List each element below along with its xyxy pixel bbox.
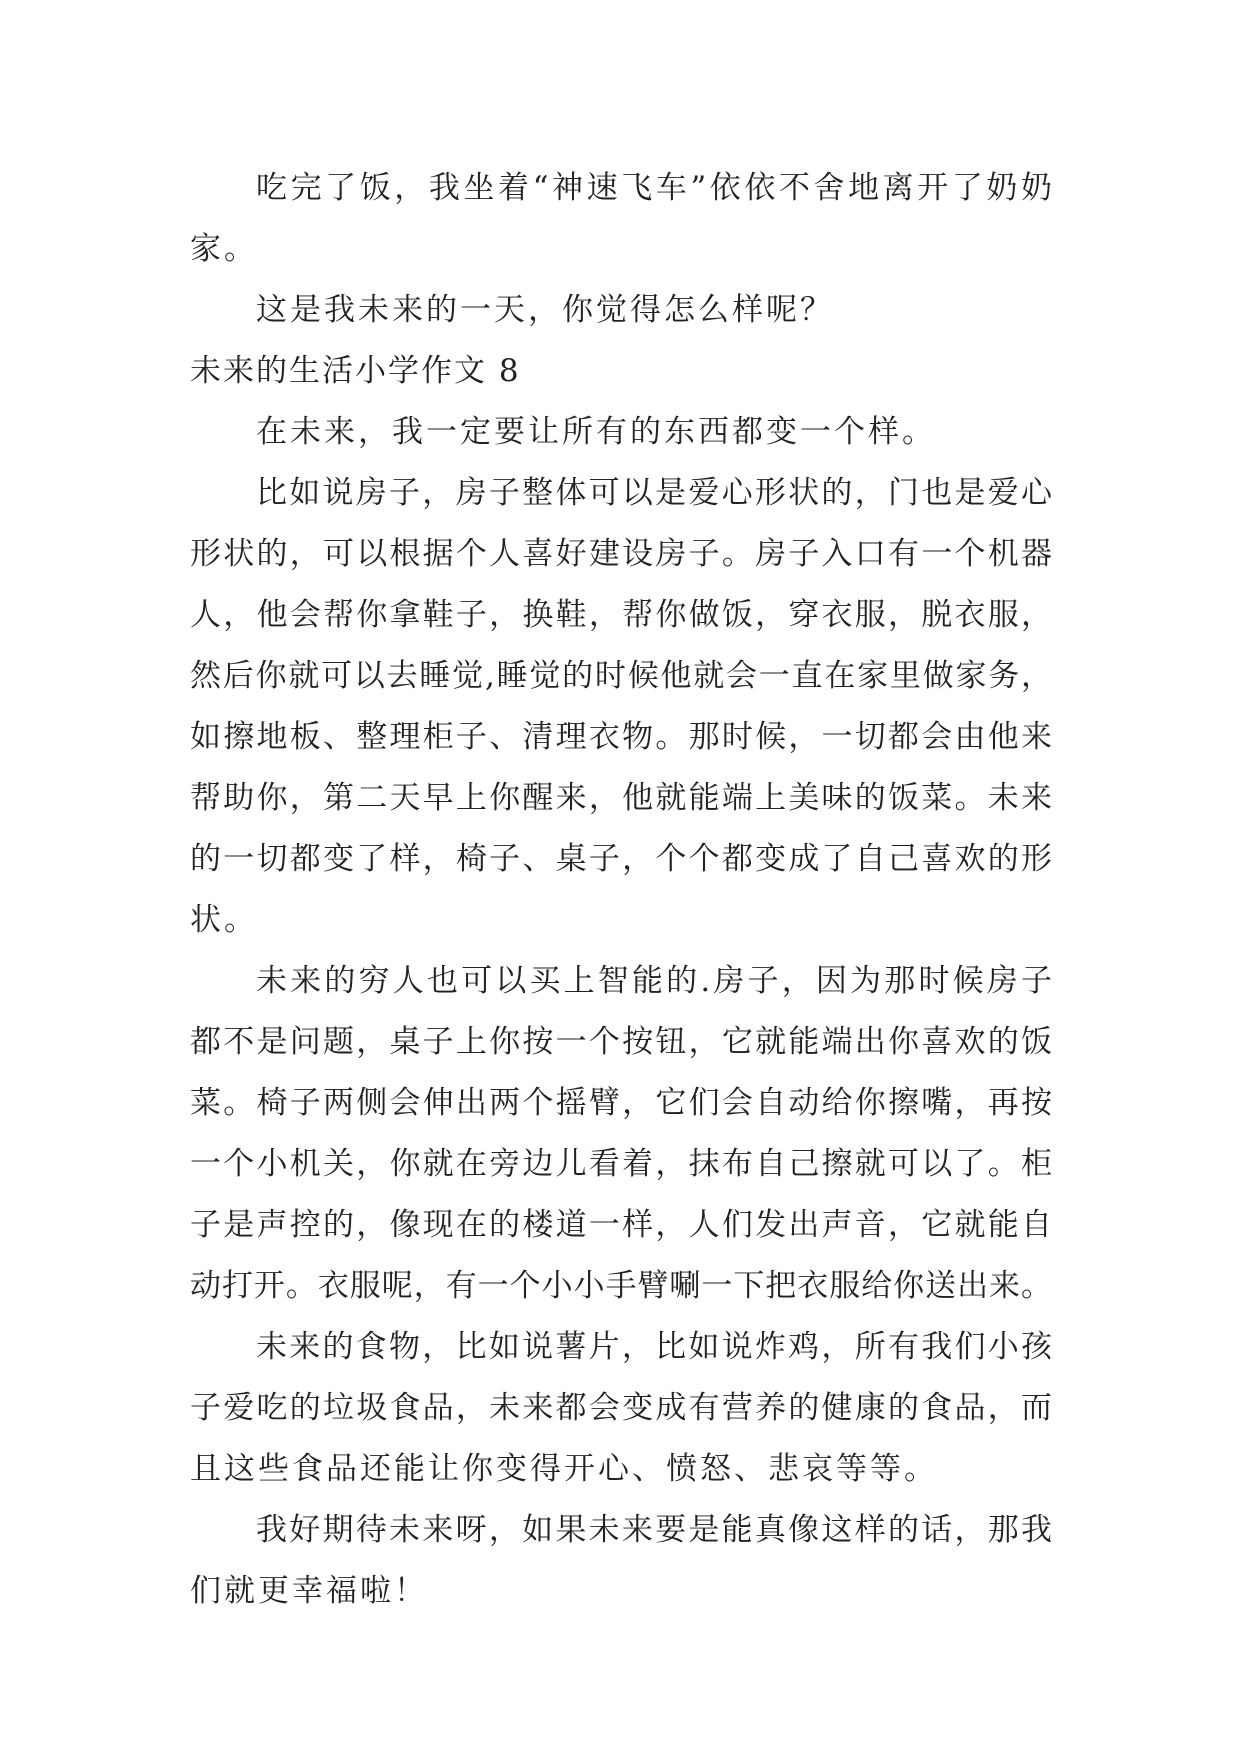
text-line: 如擦地板、整理柜子、清理衣物。那时候，一切都会由他来 xyxy=(190,719,1052,755)
text-line: 菜。椅子两侧会伸出两个摇臂，它们会自动给你擦嘴，再按 xyxy=(190,1085,1052,1121)
text-line: 一个小机关，你就在旁边儿看着，抹布自己擦就可以了。柜 xyxy=(190,1146,1052,1182)
text-line: 都不是问题，桌子上你按一个按钮，它就能端出你喜欢的饭 xyxy=(190,1024,1052,1060)
text-line: 比如说房子，房子整体可以是爱心形状的，门也是爱心 xyxy=(256,475,1052,511)
text-line: 子爱吃的垃圾食品，未来都会变成有营养的健康的食品，而 xyxy=(190,1390,1052,1426)
text-line: 家。 xyxy=(190,231,258,267)
text-line: 的一切都变了样，椅子、桌子，个个都变成了自己喜欢的形 xyxy=(190,841,1052,877)
text-line: 我好期待未来呀，如果未来要是能真像这样的话，那我 xyxy=(256,1512,1052,1548)
text-line: 未来的食物，比如说薯片，比如说炸鸡，所有我们小孩 xyxy=(256,1329,1052,1365)
text-line: 这是我未来的一天，你觉得怎么样呢？ xyxy=(256,292,834,328)
text-line: 形状的，可以根据个人喜好建设房子。房子入口有一个机器 xyxy=(190,536,1052,572)
text-line: 吃完了饭，我坐着“神速飞车”依依不舍地离开了奶奶 xyxy=(256,170,1052,206)
text-line: 动打开。衣服呢，有一个小小手臂唰一下把衣服给你送出来。 xyxy=(190,1268,1052,1304)
text-line: 帮助你，第二天早上你醒来，他就能端上美味的饭菜。未来 xyxy=(190,780,1052,816)
article-body xyxy=(190,158,1052,1622)
section-heading: 未来的生活小学作文 8 xyxy=(190,353,521,389)
text-line: 人，他会帮你拿鞋子，换鞋，帮你做饭，穿衣服，脱衣服， xyxy=(190,597,1052,633)
text-line: 们就更幸福啦！ xyxy=(190,1573,428,1609)
text-line: 然后你就可以去睡觉,睡觉的时候他就会一直在家里做家务， xyxy=(190,658,1052,694)
text-line: 且这些食品还能让你变得开心、愤怒、悲哀等等。 xyxy=(190,1451,938,1487)
text-line: 未来的穷人也可以买上智能的.房子，因为那时候房子 xyxy=(256,963,1052,999)
text-line: 状。 xyxy=(190,902,258,938)
text-line: 在未来，我一定要让所有的东西都变一个样。 xyxy=(256,414,936,450)
text-line: 子是声控的，像现在的楼道一样，人们发出声音，它就能自 xyxy=(190,1207,1052,1243)
